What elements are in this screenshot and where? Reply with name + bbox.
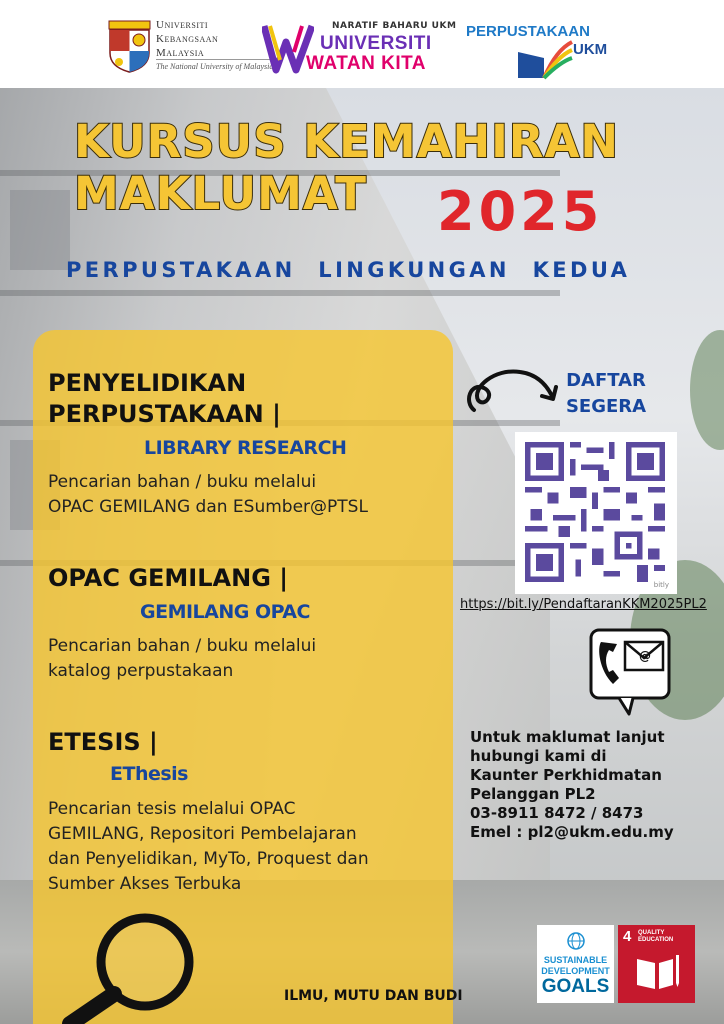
- magnifier-icon: [50, 912, 200, 1024]
- section2-desc-line: Pencarian bahan / buku melalui: [48, 636, 317, 656]
- contact-info: [470, 728, 720, 842]
- sdg4-badge: [618, 925, 695, 1003]
- building-window: [10, 190, 70, 270]
- contact-line: hubungi kami di: [470, 747, 607, 765]
- register-heading: [556, 368, 656, 420]
- section2-title: OPAC GEMILANG |: [48, 564, 289, 592]
- wk-line2: WATAN KITA: [306, 53, 427, 74]
- contact-phone: 03-8911 8472 / 8473: [470, 804, 644, 822]
- contact-line: Pelanggan PL2: [470, 785, 596, 803]
- qr-brand: bitly: [653, 581, 669, 589]
- building-floor-line: [0, 290, 560, 296]
- book-icon: [633, 953, 681, 993]
- arrow-icon: [462, 362, 562, 418]
- register-line2: SEGERA: [565, 396, 647, 417]
- section3-english: EThesis: [110, 763, 188, 785]
- ukm-name-line: Kebangsaan: [156, 33, 219, 45]
- sdg4-label-line: EDUCATION: [638, 937, 674, 943]
- register-line1: DAFTAR: [566, 370, 646, 391]
- section1-title-line2: PERPUSTAKAAN |: [48, 400, 281, 428]
- contact-line: Kaunter Perkhidmatan: [470, 766, 662, 784]
- wk-top-text: NARATIF BAHARU UKM: [332, 21, 457, 31]
- ukm-name-line: Universiti: [156, 19, 209, 31]
- sdg-line1: SUSTAINABLE: [543, 955, 608, 965]
- motto: ILMU, MUTU DAN BUDI: [284, 988, 463, 1004]
- section1-desc: [48, 470, 448, 520]
- sdg-line2: DEVELOPMENT: [541, 966, 610, 976]
- ukm-tagline: The National University of Malaysia: [156, 59, 276, 71]
- contact-email: Emel : pl2@ukm.edu.my: [470, 823, 674, 841]
- section1-desc-line: Pencarian bahan / buku melalui: [48, 472, 317, 492]
- section1-english: LIBRARY RESEARCH: [144, 437, 347, 459]
- phone-mail-icon: [589, 628, 671, 718]
- sdg-line3: GOALS: [541, 976, 610, 997]
- section3-desc-line: Pencarian tesis melalui OPAC: [48, 799, 296, 819]
- sdg4-number: 4: [623, 928, 632, 945]
- section2-desc-line: katalog perpustakaan: [48, 661, 234, 681]
- perpustakaan-logo-line2: UKM: [573, 41, 608, 58]
- section1-desc-line: OPAC GEMILANG dan ESumber@PTSL: [48, 497, 368, 517]
- book-logo-icon: [516, 40, 574, 80]
- sdg4-label: [638, 930, 673, 944]
- section3-title: ETESIS |: [48, 728, 158, 756]
- section2-desc: [48, 634, 448, 684]
- section3-desc-line: dan Penyelidikan, MyTo, Proquest dan: [48, 849, 369, 869]
- section3-desc: [48, 797, 448, 897]
- title-line2: MAKLUMAT: [74, 167, 367, 220]
- header-bar: [0, 0, 724, 88]
- ukm-crest-icon: [107, 17, 152, 73]
- perpustakaan-logo-line1: PERPUSTAKAAN: [466, 23, 590, 40]
- contact-line: Untuk maklumat lanjut: [470, 728, 665, 746]
- section2-english: GEMILANG OPAC: [140, 601, 310, 623]
- section1-title-line1: PENYELIDIKAN: [48, 369, 247, 397]
- section3-desc-line: GEMILANG, Repositori Pembelajaran: [48, 824, 357, 844]
- ukm-name-line: Malaysia: [156, 47, 205, 59]
- qr-code[interactable]: [515, 432, 677, 594]
- section3-desc-line: Sumber Akses Terbuka: [48, 874, 242, 894]
- register-link[interactable]: https://bit.ly/PendaftaranKKM2025PL2: [460, 597, 707, 612]
- qr-code-icon: [525, 442, 665, 582]
- svg-text:@: @: [639, 649, 651, 663]
- title-year: 2025: [437, 180, 604, 243]
- sdg-logo: [537, 925, 614, 1003]
- sdg4-label-line: QUALITY: [638, 930, 665, 936]
- ukm-name: [156, 18, 218, 60]
- globe-icon: [567, 932, 585, 950]
- title-line1: KURSUS KEMAHIRAN: [74, 115, 620, 168]
- wk-line1: UNIVERSITI: [320, 33, 432, 54]
- subtitle: PERPUSTAKAAN LINGKUNGAN KEDUA: [66, 258, 631, 282]
